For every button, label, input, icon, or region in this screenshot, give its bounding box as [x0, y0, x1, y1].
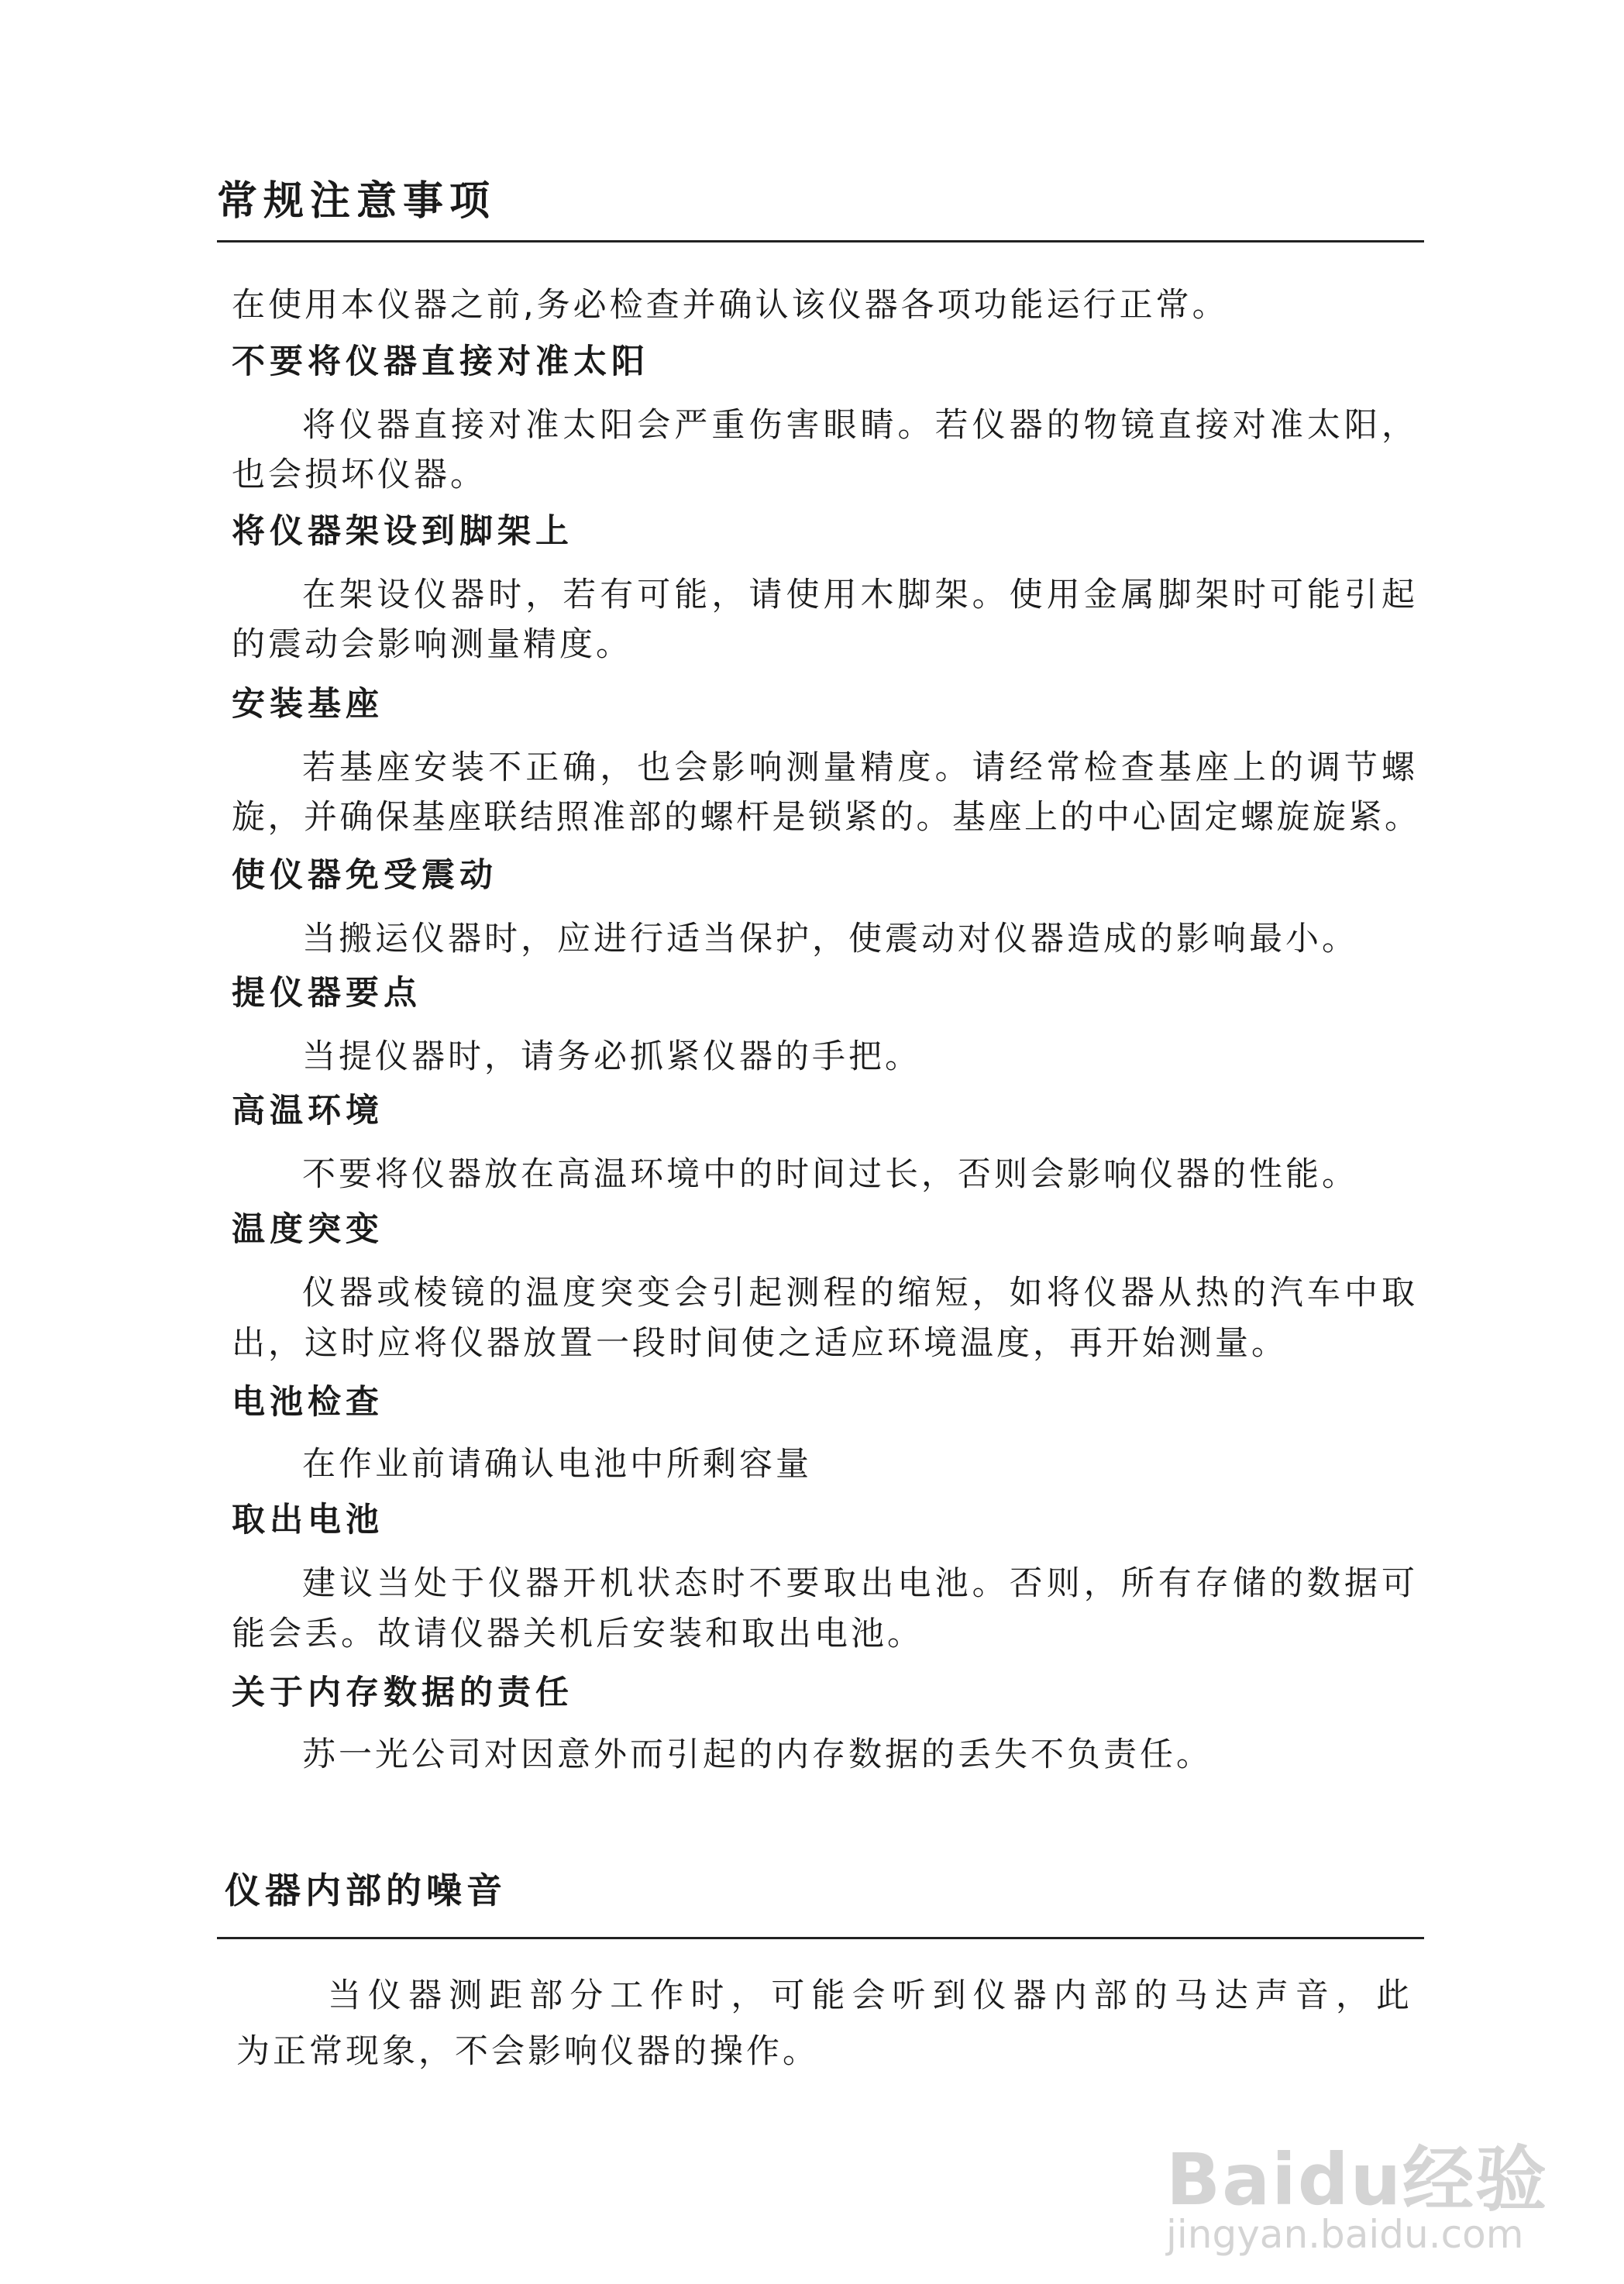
body-text: 不要将仪器放在高温环境中的时间过长，否则会影响仪器的性能。 — [302, 1155, 1358, 1194]
body-text: 能会丢。故请仪器关机后安装和取出电池。 — [232, 1615, 924, 1653]
heading-memory-data: 关于内存数据的责任 — [232, 1673, 573, 1712]
body-text: 建议当处于仪器开机状态时不要取出电池。否则，所有存储的数据可 — [302, 1564, 1418, 1603]
heading-battery-check: 电池检查 — [232, 1383, 384, 1422]
body-text: 当搬运仪器时，应进行适当保护，使震动对仪器造成的影响最小。 — [302, 920, 1358, 958]
heading-high-temp: 高温环境 — [232, 1092, 384, 1130]
body-text: 当提仪器时，请务必抓紧仪器的手把。 — [302, 1037, 921, 1076]
heading-tribrach: 安装基座 — [232, 685, 384, 724]
heading-remove-battery: 取出电池 — [232, 1501, 384, 1539]
body-text: 的震动会影响测量精度。 — [232, 625, 632, 664]
section-divider — [217, 1937, 1424, 1939]
heading-vibration: 使仪器免受震动 — [232, 856, 497, 895]
heading-temp-change: 温度突变 — [232, 1210, 384, 1249]
body-text: 将仪器直接对准太阳会严重伤害眼睛。若仪器的物镜直接对准太阳， — [302, 406, 1418, 445]
body-text: 出，这时应将仪器放置一段时间使之适应环境温度，再开始测量。 — [232, 1324, 1288, 1363]
body-text: 旋，并确保基座联结照准部的螺杆是锁紧的。基座上的中心固定螺旋旋紧。 — [232, 798, 1418, 837]
heading-tripod: 将仪器架设到脚架上 — [232, 512, 573, 551]
body-text: 为正常现象，不会影响仪器的操作。 — [236, 2032, 819, 2071]
section-title-general-precautions: 常规注意事项 — [217, 178, 497, 225]
intro-text: 在使用本仪器之前,务必检查并确认该仪器各项功能运行正常。 — [232, 286, 1229, 325]
watermark-url: jingyan.baidu.com — [1166, 2212, 1524, 2257]
body-text: 也会损坏仪器。 — [232, 456, 487, 494]
body-text: 苏一光公司对因意外而引起的内存数据的丢失不负责任。 — [302, 1735, 1213, 1774]
heading-carrying: 提仪器要点 — [232, 974, 421, 1013]
heading-sun: 不要将仪器直接对准太阳 — [232, 342, 649, 381]
body-text: 在作业前请确认电池中所剩容量 — [302, 1445, 812, 1484]
body-text: 当仪器测距部分工作时，可能会听到仪器内部的马达声音，此 — [328, 1976, 1412, 2015]
body-text: 仪器或棱镜的温度突变会引起测程的缩短，如将仪器从热的汽车中取 — [302, 1274, 1418, 1312]
section-divider — [217, 240, 1424, 243]
body-text: 若基座安装不正确，也会影响测量精度。请经常检查基座上的调节螺 — [302, 748, 1418, 787]
body-text: 在架设仪器时，若有可能，请使用木脚架。使用金属脚架时可能引起 — [302, 576, 1418, 614]
watermark-logo: Baidu经验 — [1166, 2138, 1549, 2221]
section-title-internal-noise: 仪器内部的噪音 — [225, 1870, 507, 1911]
